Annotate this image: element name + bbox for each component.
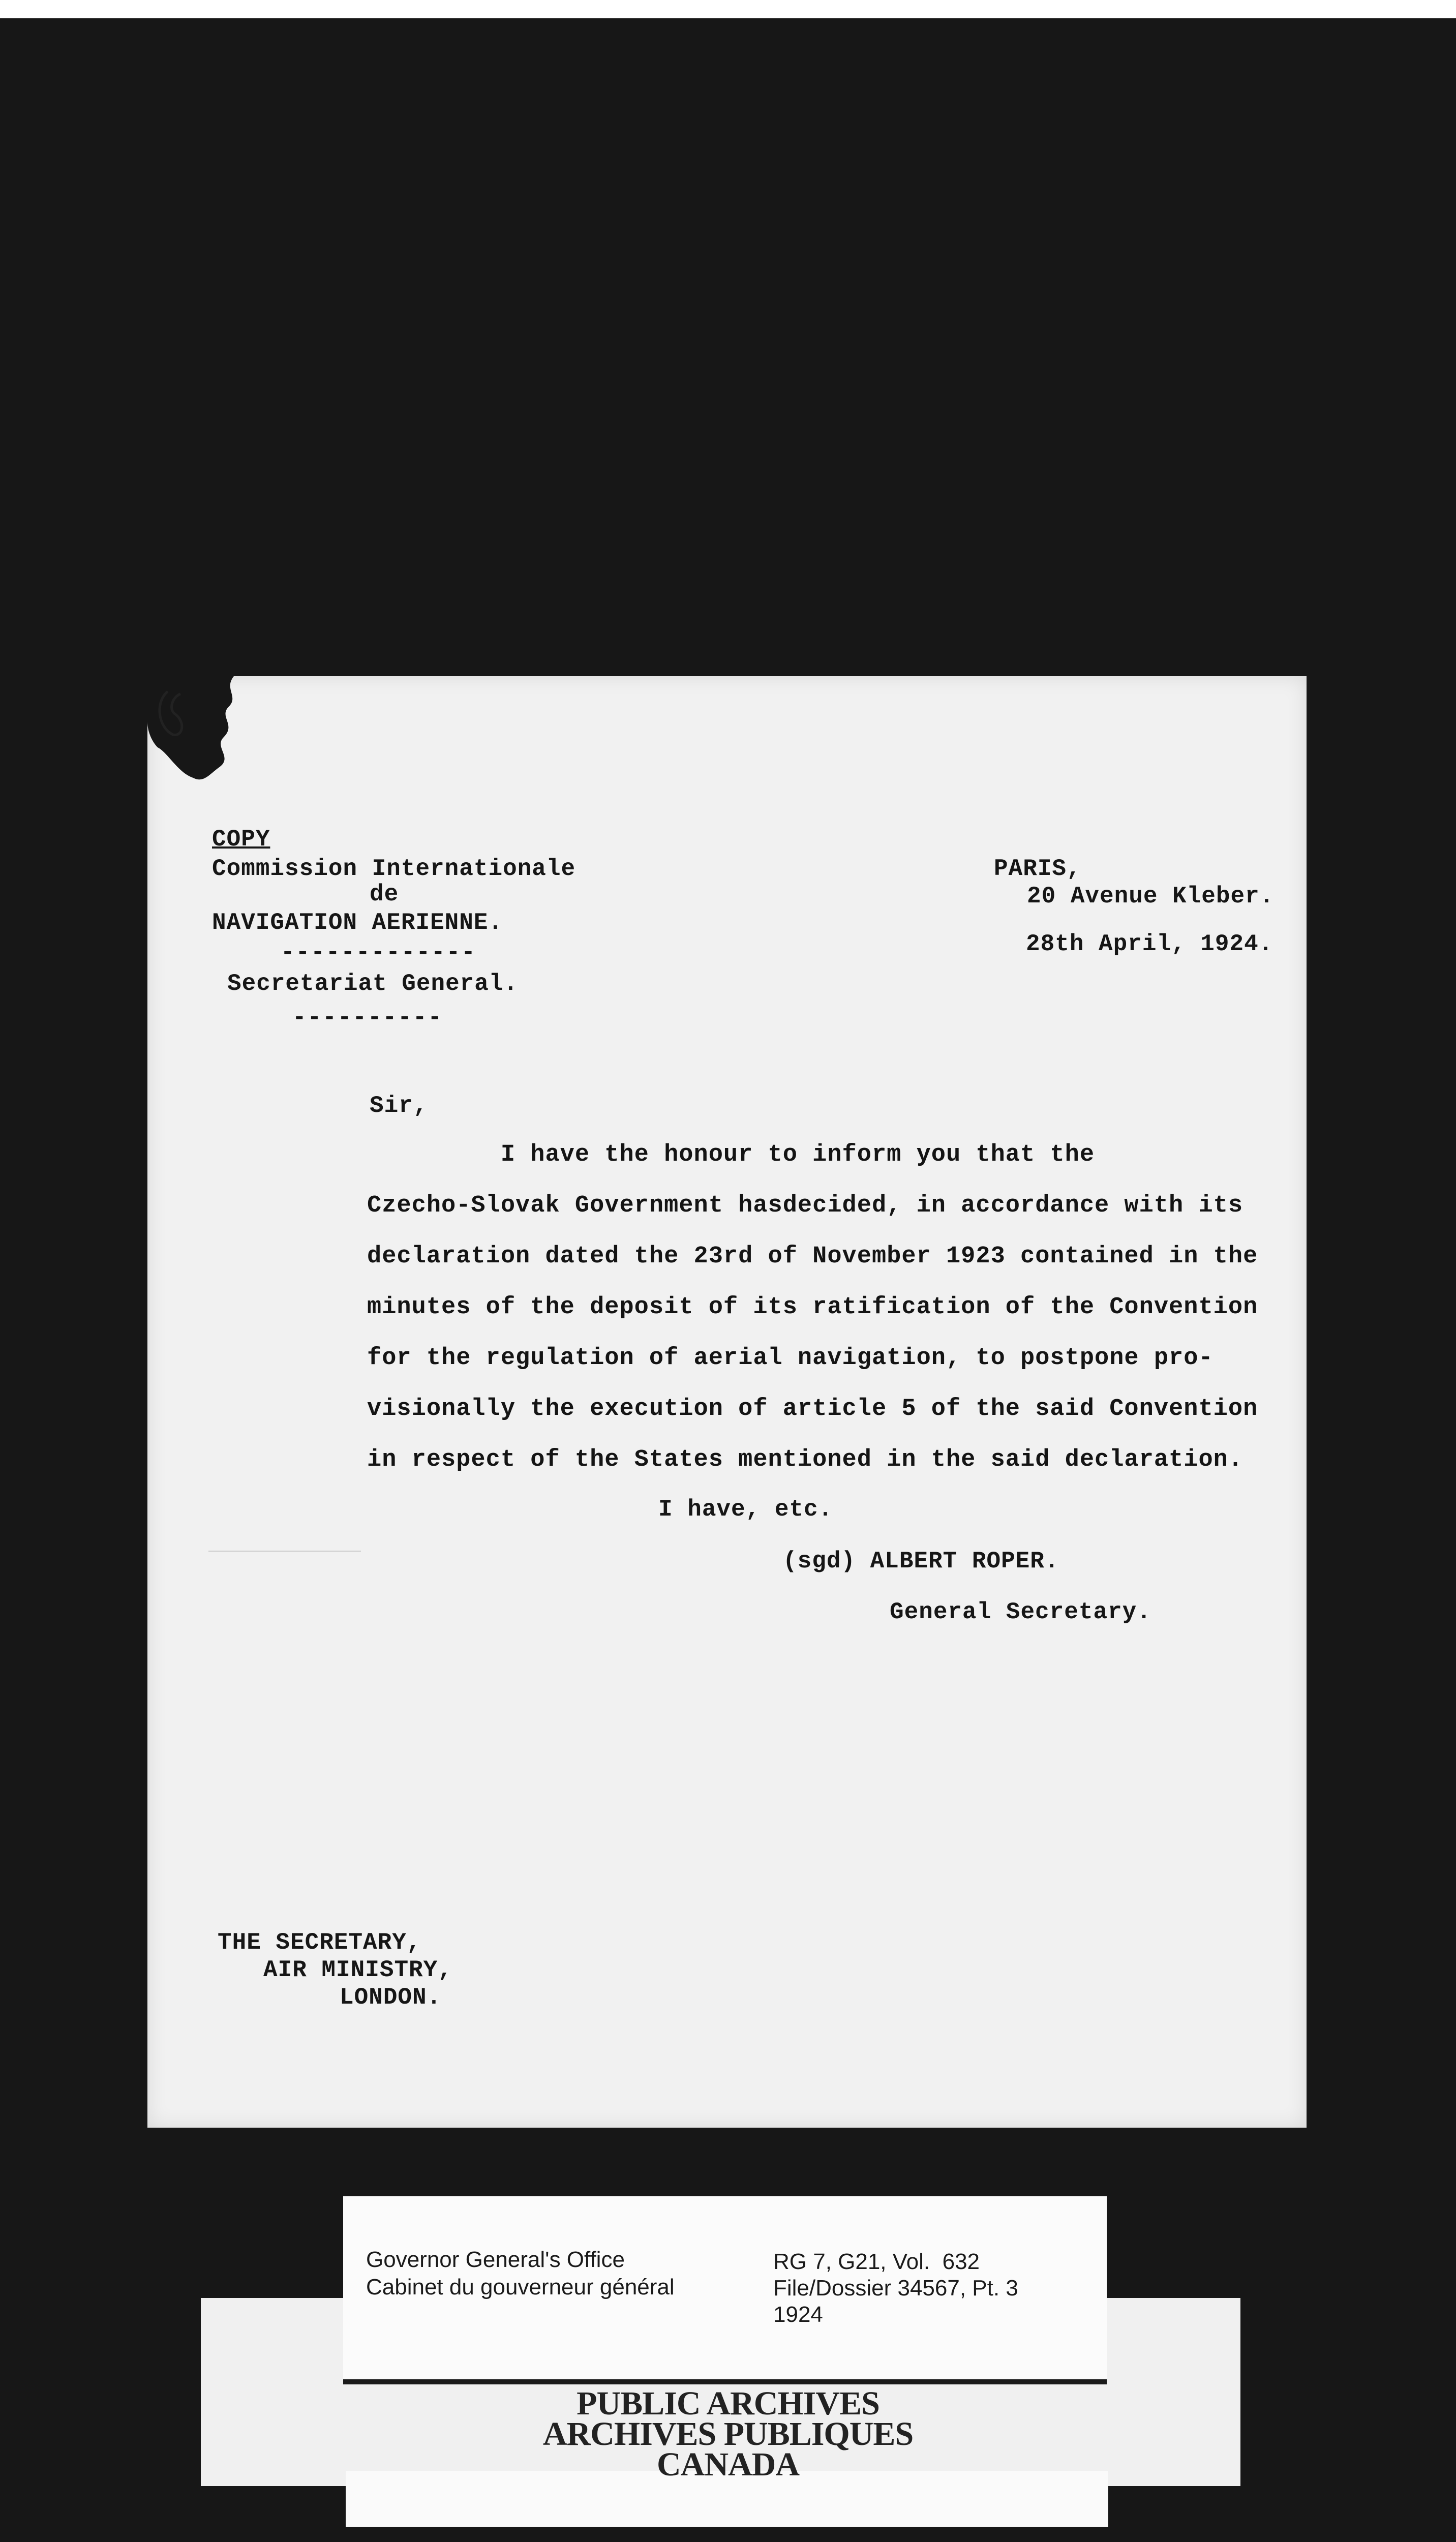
archive-stamp-line-3: CANADA bbox=[657, 2446, 799, 2483]
place-city: PARIS, bbox=[994, 856, 1081, 882]
signature: (sgd) ALBERT ROPER. bbox=[783, 1548, 1059, 1575]
archive-reference-card bbox=[343, 2196, 1107, 2384]
recipient-line-1: THE SECRETARY, bbox=[218, 1929, 421, 1956]
reference-line-3: 1924 bbox=[773, 2302, 823, 2327]
sender-line-2: de bbox=[370, 881, 399, 907]
sender-rule-1: ------------- bbox=[281, 940, 476, 966]
body-line: I have the honour to inform you that the bbox=[367, 1141, 1095, 1168]
sender-line-3: NAVIGATION AERIENNE. bbox=[212, 910, 503, 936]
letter-date: 28th April, 1924. bbox=[1026, 931, 1273, 957]
recipient-line-3: LONDON. bbox=[340, 1984, 442, 2011]
place-address: 20 Avenue Kleber. bbox=[1027, 883, 1275, 910]
body-line: for the regulation of aerial navigation, to postpone pro- bbox=[367, 1345, 1214, 1372]
sender-rule-2: ---------- bbox=[292, 1005, 443, 1031]
film-edge bbox=[0, 0, 1456, 18]
body-line: visionally the execution of article 5 of the said Convention bbox=[367, 1396, 1258, 1423]
sender-line-1: Commission Internationale bbox=[212, 856, 576, 882]
archive-stamp-line-2: ARCHIVES PUBLIQUES bbox=[542, 2415, 914, 2453]
signature-title: General Secretary. bbox=[890, 1599, 1151, 1625]
letter-page bbox=[147, 676, 1307, 2128]
body-line: in respect of the States mentioned in the said declaration. bbox=[367, 1446, 1243, 1473]
handwritten-mark bbox=[153, 686, 198, 742]
archive-stamp-line-1: PUBLIC ARCHIVES bbox=[577, 2385, 879, 2422]
reference-line-2: File/Dossier 34567, Pt. 3 bbox=[773, 2276, 1018, 2301]
copy-label: COPY bbox=[212, 826, 270, 853]
recipient-line-2: AIR MINISTRY, bbox=[263, 1957, 452, 1983]
sender-department: Secretariat General. bbox=[227, 971, 519, 997]
closing: I have, etc. bbox=[658, 1496, 833, 1523]
salutation: Sir, bbox=[370, 1093, 428, 1119]
body-line: Czecho-Slovak Government hasdecided, in accordance with its bbox=[367, 1192, 1243, 1219]
paper-crease bbox=[208, 1551, 361, 1552]
reference-line-1: RG 7, G21, Vol. 632 bbox=[773, 2249, 980, 2274]
office-english: Governor General's Office bbox=[366, 2247, 625, 2272]
office-french: Cabinet du gouverneur général bbox=[366, 2275, 675, 2299]
body-line: declaration dated the 23rd of November 1923 contained in the bbox=[367, 1243, 1258, 1270]
body-line: minutes of the deposit of its ratification of the Convention bbox=[367, 1294, 1258, 1321]
